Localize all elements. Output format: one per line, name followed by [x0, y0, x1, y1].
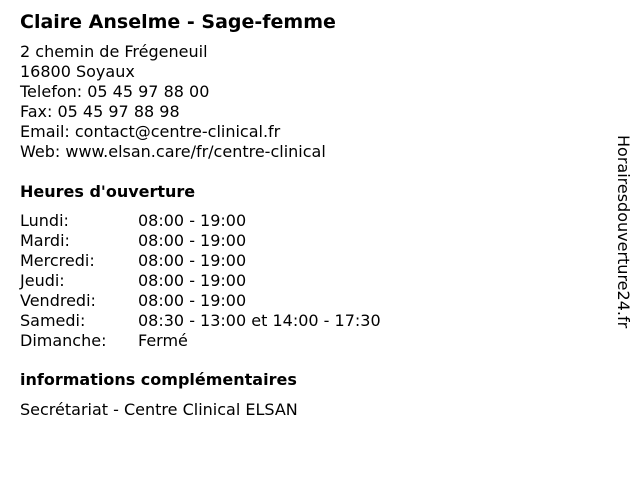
additional-info-heading: informations complémentaires	[20, 370, 297, 389]
day-label: Mercredi:	[20, 251, 95, 270]
day-label: Lundi:	[20, 211, 69, 230]
web-line: Web: www.elsan.care/fr/centre-clinical	[20, 142, 326, 161]
phone-line: Telefon: 05 45 97 88 00	[20, 82, 210, 101]
day-label: Dimanche:	[20, 331, 107, 350]
additional-info-text: Secrétariat - Centre Clinical ELSAN	[20, 400, 298, 419]
hours-row-thursday	[20, 271, 381, 291]
time-value: 08:00 - 19:00	[138, 211, 247, 230]
time-value: 08:00 - 19:00	[138, 271, 247, 290]
email-line: Email: contact@centre-clinical.fr	[20, 122, 281, 141]
time-value: 08:00 - 19:00	[138, 251, 247, 270]
opening-hours-heading: Heures d'ouverture	[20, 182, 196, 201]
day-label: Jeudi:	[20, 271, 65, 290]
hours-row-wednesday	[20, 251, 381, 271]
day-label: Samedi:	[20, 311, 86, 330]
hours-row-friday	[20, 291, 381, 311]
time-value: 08:30 - 13:00 et 14:00 - 17:30	[138, 311, 381, 330]
hours-row-monday	[20, 211, 381, 231]
business-title: Claire Anselme - Sage-femme	[20, 11, 336, 33]
hours-row-tuesday	[20, 231, 381, 251]
contact-block	[20, 42, 600, 162]
hours-row-saturday	[20, 311, 381, 331]
hours-row-sunday	[20, 331, 381, 351]
opening-hours-table	[20, 211, 381, 351]
site-watermark: Horairesdouverture24.fr	[614, 135, 633, 329]
time-value: 08:00 - 19:00	[138, 231, 247, 250]
time-value: 08:00 - 19:00	[138, 291, 247, 310]
business-card	[20, 9, 600, 420]
fax-line: Fax: 05 45 97 88 98	[20, 102, 180, 121]
day-label: Mardi:	[20, 231, 70, 250]
address-city: 16800 Soyaux	[20, 62, 135, 81]
day-label: Vendredi:	[20, 291, 96, 310]
time-value: Fermé	[138, 331, 188, 350]
address-street: 2 chemin de Frégeneuil	[20, 42, 208, 61]
